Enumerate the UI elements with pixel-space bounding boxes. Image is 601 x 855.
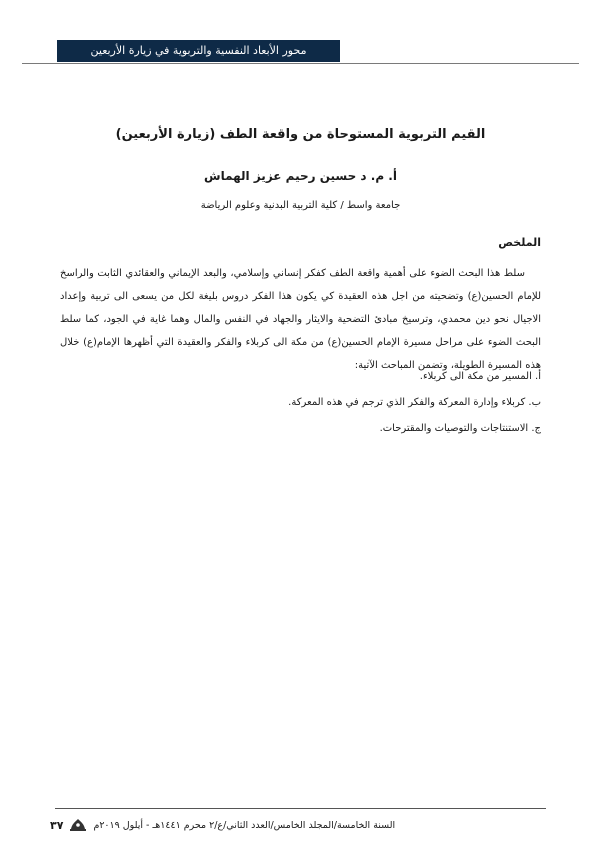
journal-emblem-icon (69, 818, 87, 832)
article-author: أ. م. د حسين رحيم عزيز الهماش (204, 169, 397, 183)
abstract-heading: الملخص (498, 236, 541, 249)
abstract-body: سلط هذا البحث الضوء على أهمية واقعة الطف كفكر إنساني وإسلامي، والبعد الإيماني والعقائدي الثابت والراسخ للإمام الحسين(ع) وتضحيته من اجل هذه العقيدة كي يكون هذا الفكر دروس بليغة لكل من يسعى الى تربية وإعداد الاجيال نحو دين محمدي، وترسيخ مبادئ التضحية والايثار والجهاد في النفس والمال وهما غاية في الجود، كما سلط البحث الضوء على مراحل مسيرة الإمام الحسين(ع) من مكة الى كربلاء والفكر والعقيدة التي أظهرها الإمام(ع) خلال هذه المسيرة الطويلة، وتضمن المباحث الآتية: (60, 268, 541, 371)
header-rule (22, 63, 579, 64)
author-affiliation: جامعة واسط / كلية التربية البدنية وعلوم الرياضة (200, 200, 401, 211)
journal-citation: السنة الخامسة/المجلد الخامس/العدد الثاني/ع/٢ محرم ١٤٤١هـ - أيلول ٢٠١٩م (93, 819, 396, 831)
list-item: ب. كربلاء وإدارة المعركة والفكر الذي ترجم في هذه المعركة. (288, 397, 541, 408)
footer-rule (55, 808, 546, 809)
page-number: ٣٧ (50, 818, 64, 832)
page-footer (50, 818, 546, 832)
journal-section-banner: محور الأبعاد النفسية والتربوية في زيارة الأربعين (57, 40, 340, 62)
list-item: أ. المسير من مكة الى كربلاء. (419, 371, 541, 382)
article-title: القيم التربوية المستوحاة من واقعة الطف (زيارة الأربعين) (115, 127, 486, 142)
list-item: ج. الاستنتاجات والتوصيات والمقترحات. (379, 423, 541, 434)
sections-list (60, 364, 541, 442)
